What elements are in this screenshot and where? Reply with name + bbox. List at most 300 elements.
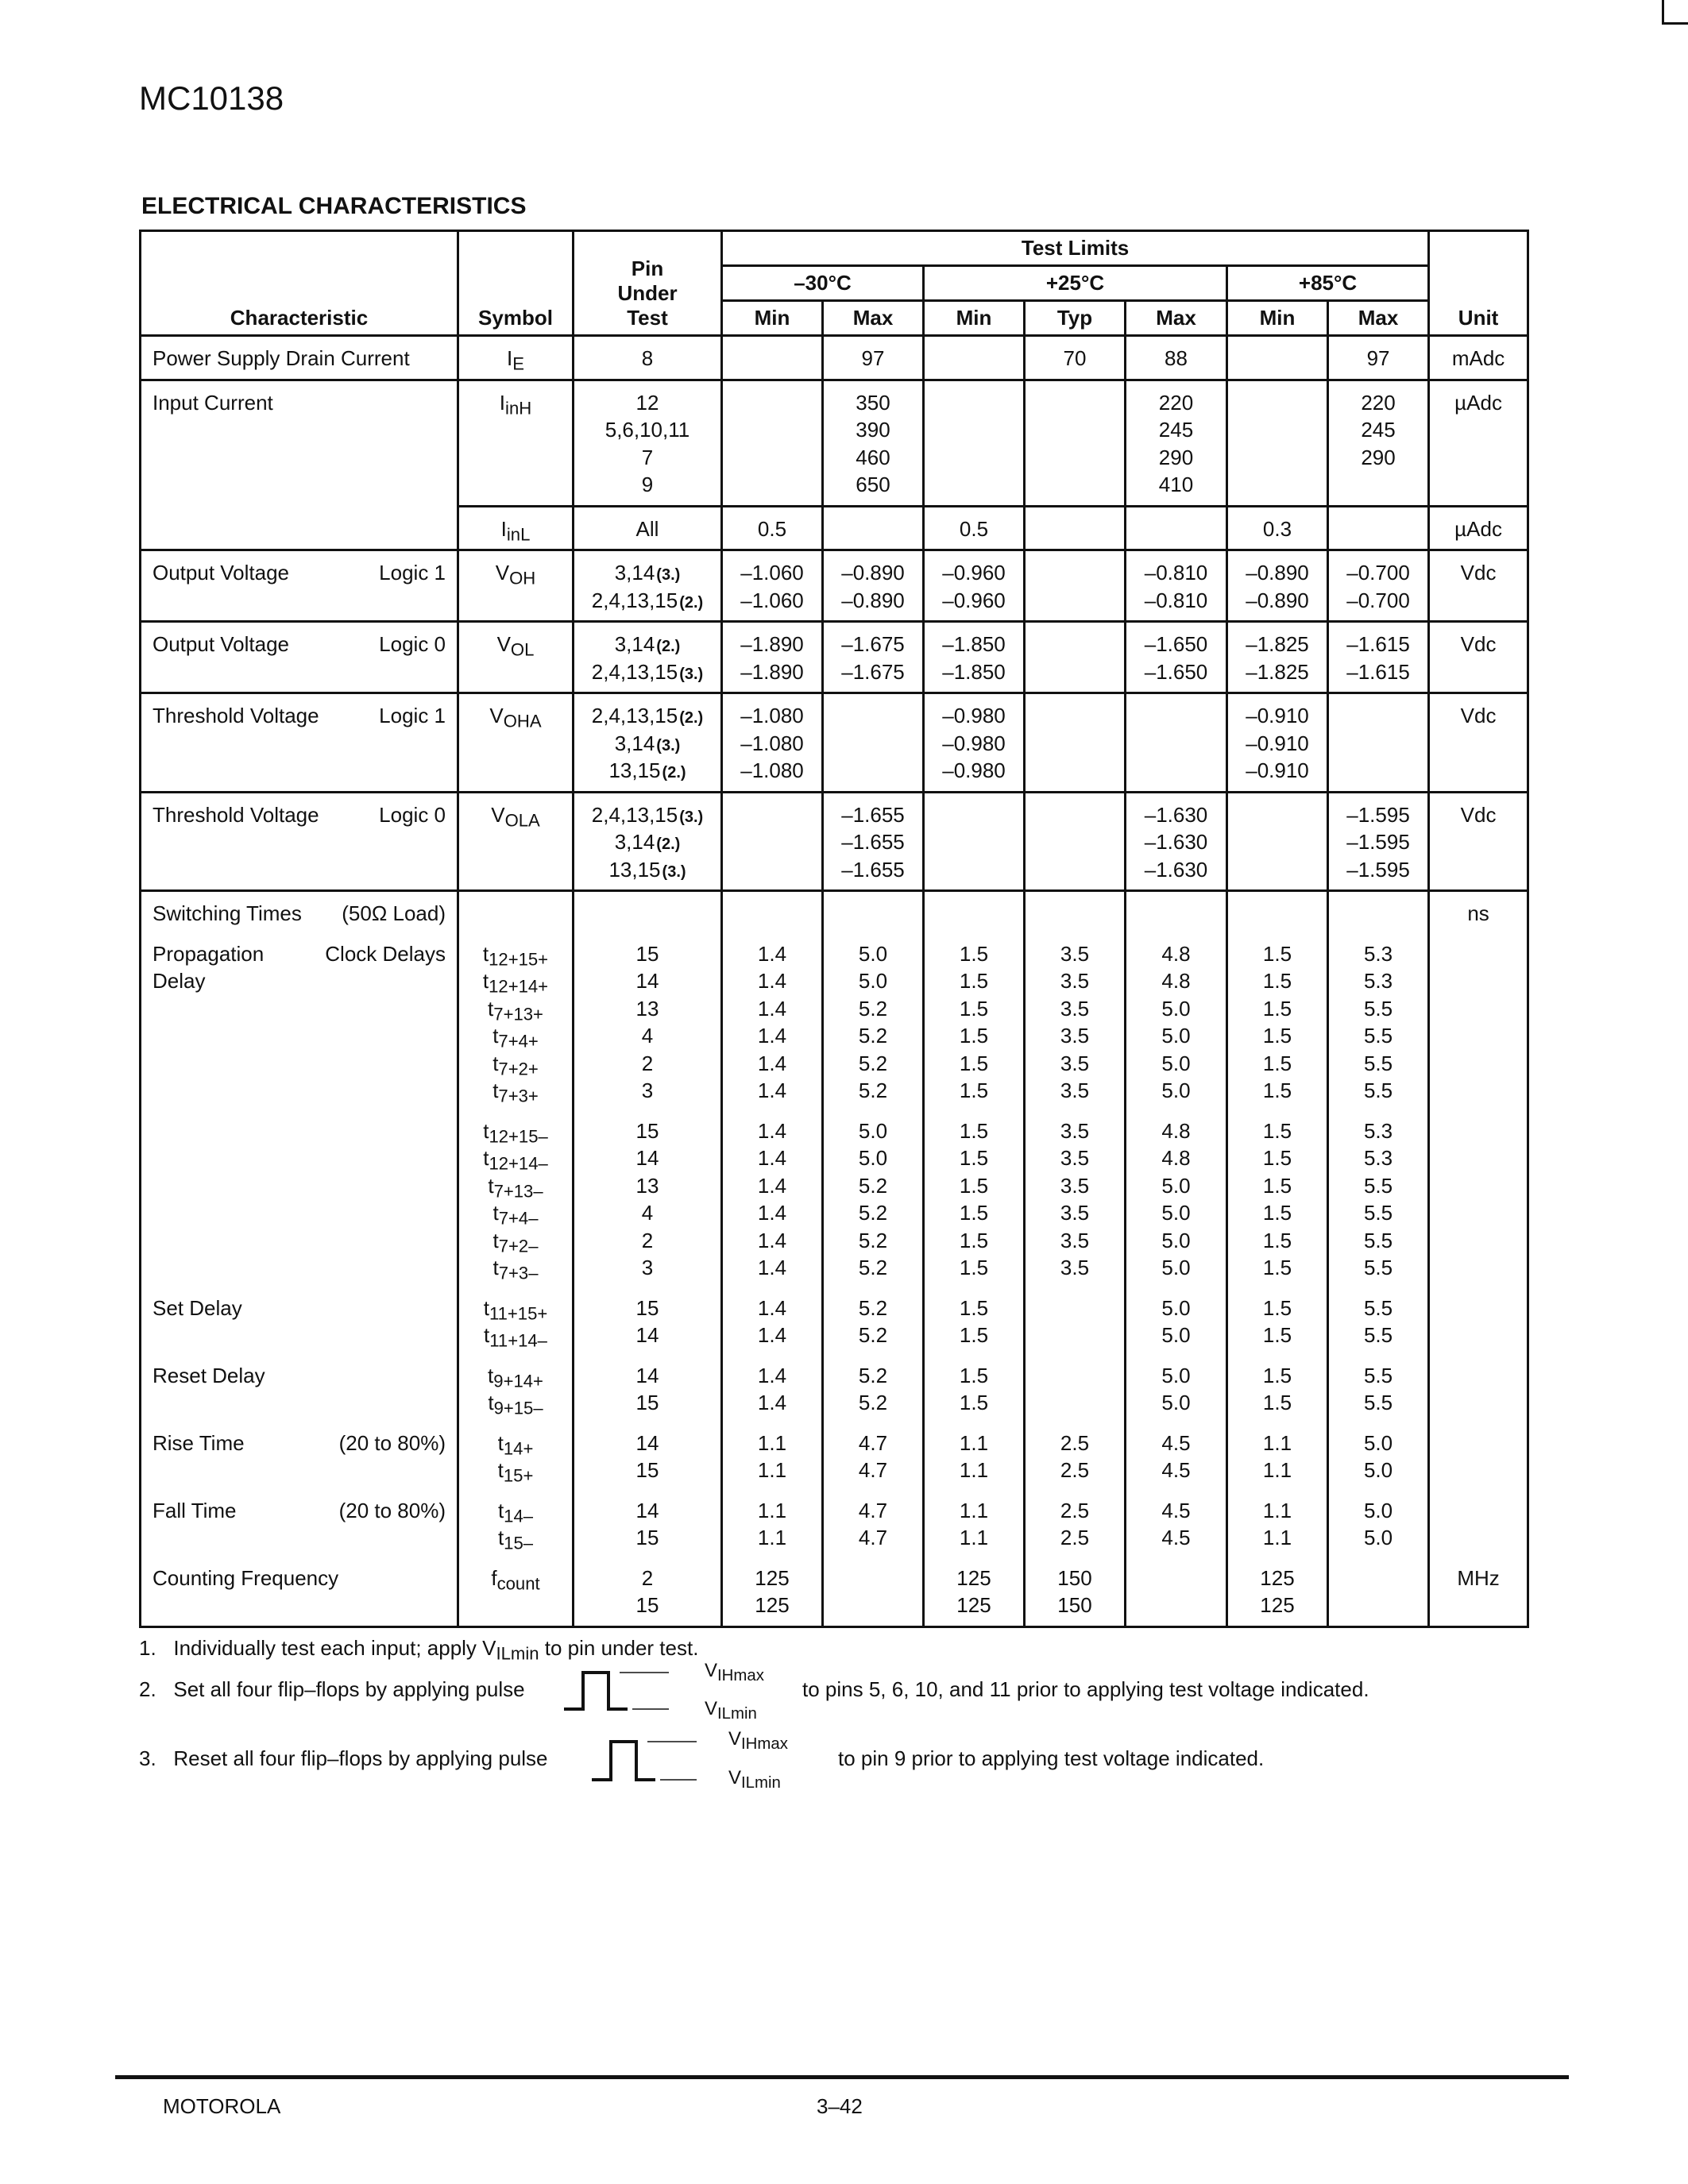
pulse-waveform-icon: [564, 1668, 683, 1719]
symbol-line: [459, 702, 572, 730]
footnote-1: [139, 1636, 698, 1665]
symbol-letter: I: [507, 346, 513, 370]
value-cell: [722, 506, 823, 550]
unit-value: Vdc: [1460, 632, 1497, 656]
value: 1.5: [1262, 1295, 1292, 1320]
value: 125: [956, 1593, 991, 1617]
symbol-letter: V: [495, 561, 510, 585]
symbol-letter: t: [488, 1391, 494, 1414]
pin-line: [574, 900, 720, 928]
value: –0.810: [1144, 561, 1208, 585]
value: [1228, 444, 1327, 472]
value: [1026, 631, 1124, 658]
value: 1.1: [757, 1526, 787, 1549]
value: 5.5: [1363, 1078, 1393, 1102]
value: [925, 345, 1023, 372]
symbol-letter: I: [500, 516, 507, 541]
pin-cell: [574, 891, 722, 1627]
value: 2.5: [1060, 1430, 1090, 1455]
value: [925, 828, 1023, 856]
unit-value: [1430, 828, 1527, 856]
value: –1.675: [841, 632, 905, 656]
symbol-subscript: OH: [509, 568, 536, 588]
value: 1.4: [757, 969, 787, 993]
value: [723, 801, 821, 829]
value-cell: [722, 380, 823, 506]
value: [1329, 702, 1427, 730]
electrical-characteristics-table: [139, 230, 1529, 1628]
unit-value: Vdc: [1460, 561, 1497, 585]
value: 245: [1361, 418, 1396, 442]
value-cell: [1328, 506, 1429, 550]
unit-value: [1430, 471, 1527, 499]
value-cell: [1025, 550, 1126, 622]
value: 5.0: [1161, 1173, 1191, 1198]
value: –0.700: [1346, 588, 1410, 612]
value-cell: [1328, 693, 1429, 793]
value-cell: [924, 693, 1025, 793]
value: [925, 389, 1023, 417]
value: [1329, 757, 1427, 785]
value-cell: [823, 336, 924, 380]
footer-rule: [115, 2075, 1569, 2079]
value: 1.5: [959, 1228, 989, 1252]
note-reference: (3.): [662, 862, 686, 881]
symbol-subscript: 12+15+: [489, 949, 549, 970]
pin-value: 13: [635, 1173, 659, 1198]
symbol-letter: t: [488, 1173, 494, 1198]
table-row: [141, 336, 1528, 380]
value: [925, 444, 1023, 472]
value: 3.5: [1060, 941, 1090, 966]
value: –1.650: [1144, 659, 1208, 684]
symbol-line: [459, 515, 572, 543]
unit-value: [1430, 1457, 1527, 1484]
value: [1026, 757, 1124, 785]
unit-value: µAdc: [1454, 516, 1502, 541]
value: [1126, 702, 1226, 730]
pin-value: 13,15: [608, 857, 661, 882]
value: [1126, 1565, 1226, 1592]
characteristic-condition: (20 to 80%): [338, 1498, 446, 1522]
spacer: [723, 1105, 821, 1117]
value-cell: [823, 622, 924, 693]
symbol-line: [459, 471, 572, 499]
unit-value: [1430, 1227, 1527, 1255]
value: 1.5: [1262, 1051, 1292, 1075]
spacer: [1026, 1552, 1124, 1565]
pin-cell: [574, 622, 722, 693]
pin-value: 2,4,13,15: [591, 802, 678, 827]
spacer: [824, 1282, 922, 1295]
value: –0.700: [1346, 561, 1410, 585]
spacer: [1126, 1282, 1226, 1295]
value: [1026, 900, 1124, 928]
value: 5.5: [1363, 1173, 1393, 1198]
unit-value: [1430, 587, 1527, 615]
characteristic-cell: [141, 792, 458, 891]
value: 5.5: [1363, 1228, 1393, 1252]
value-cell: [1227, 693, 1328, 793]
symbol-line: [459, 1117, 572, 1145]
pin-line: [574, 801, 720, 829]
pin-line: [574, 1295, 720, 1322]
note-reference: (3.): [679, 808, 704, 826]
value: 4.8: [1161, 1146, 1191, 1170]
value: 150: [1057, 1593, 1092, 1617]
pulse-label-vilmin: $V_{ILmin}$: [728, 1767, 781, 1792]
value: –1.595: [1346, 857, 1410, 882]
value: 5.0: [1363, 1458, 1393, 1482]
value-cell: [722, 622, 823, 693]
pin-line: [574, 1322, 720, 1349]
header-unit: Unit: [1429, 231, 1528, 336]
value: 1.4: [757, 1024, 787, 1048]
spacer: [1126, 1417, 1226, 1430]
symbol-line: [459, 444, 572, 472]
unit-value: [1430, 1199, 1527, 1227]
pin-line: [574, 1524, 720, 1552]
value-cell: [1025, 380, 1126, 506]
pin-value: 14: [635, 1323, 659, 1347]
spacer: [824, 1349, 922, 1362]
value: –1.890: [740, 632, 804, 656]
value: –0.980: [942, 758, 1006, 782]
header-temp-minus30: –30°C: [722, 266, 924, 301]
value: –1.655: [841, 830, 905, 854]
value: 1.1: [959, 1458, 989, 1482]
symbol-letter: t: [492, 1201, 499, 1225]
spacer: [1228, 1105, 1327, 1117]
section-title: ELECTRICAL CHARACTERISTICS: [141, 193, 527, 219]
value: 150: [1057, 1565, 1092, 1590]
value: 5.0: [1363, 1498, 1393, 1522]
value: –1.850: [942, 659, 1006, 684]
value: [1026, 416, 1124, 444]
pin-value: 2: [641, 1228, 654, 1252]
value-cell: [924, 550, 1025, 622]
symbol-subscript: 15–: [504, 1533, 534, 1553]
value: [1026, 856, 1124, 884]
pin-value: 12: [635, 390, 659, 415]
value: 460: [856, 445, 890, 469]
value: [824, 515, 922, 543]
value: 220: [1158, 390, 1194, 415]
pin-value: All: [635, 516, 659, 541]
value-cell: [1227, 380, 1328, 506]
value: 5.2: [858, 1201, 888, 1225]
pin-cell: [574, 792, 722, 891]
symbol-subscript: 14–: [504, 1506, 534, 1526]
unit-value: ns: [1467, 901, 1489, 925]
value: –1.655: [841, 857, 905, 882]
value: 5.5: [1363, 1391, 1393, 1414]
symbol-letter: t: [492, 1256, 499, 1279]
value: [1329, 515, 1427, 543]
header-pin-under-test: Pin Under Test: [574, 231, 722, 336]
characteristic-cell: [141, 380, 458, 550]
spacer: [723, 1349, 821, 1362]
value: 5.0: [1161, 1024, 1191, 1048]
value: 125: [1260, 1593, 1295, 1617]
spacer: [574, 1282, 720, 1295]
value: 5.5: [1363, 1051, 1393, 1075]
value-cell: [1126, 622, 1227, 693]
characteristic-line: [153, 1430, 446, 1457]
unit-cell: [1429, 693, 1528, 793]
pin-value: 15: [635, 1118, 659, 1143]
unit-value: [1430, 1022, 1527, 1050]
value: [925, 471, 1023, 499]
note-reference: (3.): [656, 566, 681, 584]
value-cell: [1025, 506, 1126, 550]
pin-value: 3,14: [614, 561, 655, 585]
unit-value: [1430, 1050, 1527, 1078]
pin-line: [574, 471, 720, 499]
symbol-letter: t: [497, 1526, 504, 1549]
unit-value: MHz: [1457, 1565, 1500, 1590]
pin-line: [574, 389, 720, 417]
value: 1.5: [1262, 1201, 1292, 1225]
spacer: [1126, 1105, 1226, 1117]
symbol-line: [459, 587, 572, 615]
pin-value: 7: [641, 445, 654, 469]
value: 1.5: [959, 941, 989, 966]
value: 5.0: [1161, 1228, 1191, 1252]
spacer: [459, 928, 572, 940]
pin-line: [574, 515, 720, 543]
spacer: [723, 928, 821, 940]
symbol-subscript: OL: [510, 639, 535, 660]
symbol-subscript: 7+4–: [498, 1208, 539, 1229]
spacer: [1228, 1349, 1327, 1362]
footer-brand: MOTOROLA: [163, 2094, 281, 2118]
value: 1.1: [757, 1458, 787, 1482]
value: 1.5: [959, 1201, 989, 1225]
value: 4.7: [858, 1458, 888, 1482]
value: [723, 416, 821, 444]
symbol-line: [459, 1254, 572, 1282]
note-reference: (2.): [679, 709, 704, 727]
value: –1.890: [740, 659, 804, 684]
symbol-letter: t: [488, 1363, 494, 1387]
value-cell: [1227, 336, 1328, 380]
pin-value: 9: [641, 473, 654, 496]
value: 1.5: [959, 1051, 989, 1075]
pin-value: 5,6,10,11: [605, 418, 690, 442]
value: –1.080: [740, 704, 804, 727]
value-cell: [1025, 693, 1126, 793]
value-cell: [1227, 506, 1328, 550]
value: –1.850: [942, 632, 1006, 656]
pulse-label-vihmax: $V_{IHmax}$: [705, 1660, 764, 1685]
symbol-line: [459, 559, 572, 587]
symbol-letter: t: [497, 1458, 504, 1482]
spacer: [1430, 1349, 1527, 1362]
unit-value: [1430, 1524, 1527, 1552]
symbol-subscript: count: [496, 1573, 540, 1594]
unit-value: [1430, 1497, 1527, 1525]
symbol-letter: t: [483, 1295, 489, 1320]
value: [1026, 587, 1124, 615]
value: 125: [956, 1565, 991, 1590]
symbol-line: [459, 967, 572, 995]
value-cell: [1025, 336, 1126, 380]
value-cell: [1227, 792, 1328, 891]
value: 5.5: [1363, 1323, 1393, 1347]
pin-value: 3: [641, 1256, 654, 1279]
value: –1.595: [1346, 802, 1410, 827]
value: 1.4: [757, 1363, 787, 1387]
symbol-subscript: 7+2+: [498, 1059, 539, 1079]
symbol-line: [459, 1295, 572, 1322]
symbol-line: [459, 900, 572, 928]
value: [1026, 444, 1124, 472]
characteristic-line: [153, 1592, 446, 1619]
symbol-subscript: 11+14–: [489, 1330, 547, 1351]
value: 3.5: [1060, 1146, 1090, 1170]
symbol-line: [459, 828, 572, 856]
value-cell: [924, 380, 1025, 506]
spacer: [153, 1349, 446, 1362]
value: [1026, 471, 1124, 499]
corner-crop-mark: [1662, 0, 1688, 25]
unit-value: [1430, 1077, 1527, 1105]
value: 410: [1158, 473, 1194, 496]
value: 350: [856, 390, 890, 415]
symbol-letter: t: [497, 1498, 504, 1522]
value: 390: [856, 418, 890, 442]
symbol-line: [459, 1199, 572, 1227]
value: 5.0: [858, 1146, 888, 1170]
value: –1.080: [740, 758, 804, 782]
symbol-line: [459, 940, 572, 968]
value: –1.650: [1144, 632, 1208, 656]
spacer: [1329, 1349, 1427, 1362]
spacer: [925, 1105, 1023, 1117]
value: [1126, 730, 1226, 758]
symbol-subscript: 9+14+: [493, 1371, 543, 1391]
spacer: [1126, 928, 1226, 940]
value: 1.5: [959, 996, 989, 1021]
value-cell: [924, 891, 1025, 1627]
value: 97: [1366, 346, 1390, 370]
value: 5.0: [1161, 1363, 1191, 1387]
unit-value: µAdc: [1454, 390, 1502, 415]
pin-line: [574, 702, 720, 730]
spacer: [574, 1552, 720, 1565]
characteristic-line: [153, 1050, 446, 1078]
pin-value: 14: [635, 969, 659, 993]
value: –1.060: [740, 588, 804, 612]
pin-line: [574, 757, 720, 785]
characteristic-line: [153, 389, 446, 417]
note-reference: (2.): [679, 593, 704, 612]
value-cell: [722, 550, 823, 622]
value: 1.1: [757, 1498, 787, 1522]
value: 1.4: [757, 941, 787, 966]
unit-value: [1430, 757, 1527, 785]
unit-value: [1430, 1172, 1527, 1200]
characteristic-line: [153, 702, 446, 730]
symbol-line: [459, 1362, 572, 1390]
value: [1228, 856, 1327, 884]
header-temp-plus85: +85°C: [1227, 266, 1429, 301]
symbol-line: [459, 856, 572, 884]
value: 1.5: [1262, 1078, 1292, 1102]
unit-value: [1430, 856, 1527, 884]
value: [1026, 730, 1124, 758]
unit-cell: [1429, 891, 1528, 1627]
pin-value: 2: [641, 1565, 654, 1590]
value: 5.0: [1161, 996, 1191, 1021]
value: 5.3: [1363, 941, 1393, 966]
pin-line: [574, 1254, 720, 1282]
spacer: [1126, 1552, 1226, 1565]
header-characteristic: Characteristic: [141, 231, 458, 336]
value: 5.0: [858, 941, 888, 966]
value-cell: [1126, 693, 1227, 793]
value-cell: [722, 792, 823, 891]
pin-value: 15: [635, 941, 659, 966]
symbol-subscript: E: [512, 353, 524, 374]
pin-value: 2: [641, 1051, 654, 1075]
pin-line: [574, 1430, 720, 1457]
value-cell: [1126, 506, 1227, 550]
value: 1.4: [757, 1256, 787, 1279]
unit-value: [1430, 1254, 1527, 1282]
characteristic-line: [153, 444, 446, 472]
note-reference: (2.): [662, 764, 686, 781]
value: [1026, 1322, 1124, 1349]
value: 1.4: [757, 1295, 787, 1320]
value: 245: [1158, 418, 1194, 442]
pin-line: [574, 1022, 720, 1050]
spacer: [824, 1417, 922, 1430]
pulse-label-vihmax: $V_{IHmax}$: [728, 1728, 788, 1754]
pin-value: 14: [635, 1498, 659, 1522]
unit-value: [1430, 444, 1527, 472]
value: [1026, 1362, 1124, 1390]
value: [723, 900, 821, 928]
value-cell: [924, 336, 1025, 380]
value: 1.5: [1262, 1173, 1292, 1198]
symbol-line: [459, 1497, 572, 1525]
value-cell: [1126, 336, 1227, 380]
characteristic-line: [153, 757, 446, 785]
value: –1.825: [1246, 632, 1309, 656]
value: 4.5: [1161, 1498, 1191, 1522]
value: [1026, 702, 1124, 730]
note-reference: (3.): [656, 736, 681, 754]
value: 1.5: [959, 1146, 989, 1170]
symbol-line: [459, 757, 572, 785]
pin-line: [574, 1497, 720, 1525]
pin-value: 3,14: [614, 731, 655, 755]
spacer: [1228, 1484, 1327, 1497]
value: 5.3: [1363, 1146, 1393, 1170]
spacer: [153, 1417, 446, 1430]
characteristic-line: [153, 345, 446, 372]
characteristic-line: [153, 995, 446, 1023]
symbol-line: [459, 389, 572, 417]
value: 4.8: [1161, 1118, 1191, 1143]
characteristic-line: [153, 1457, 446, 1484]
characteristic-cell: [141, 336, 458, 380]
characteristic-cell: [141, 693, 458, 793]
value: –1.630: [1144, 830, 1208, 854]
characteristic-label: Input Current: [153, 390, 273, 415]
